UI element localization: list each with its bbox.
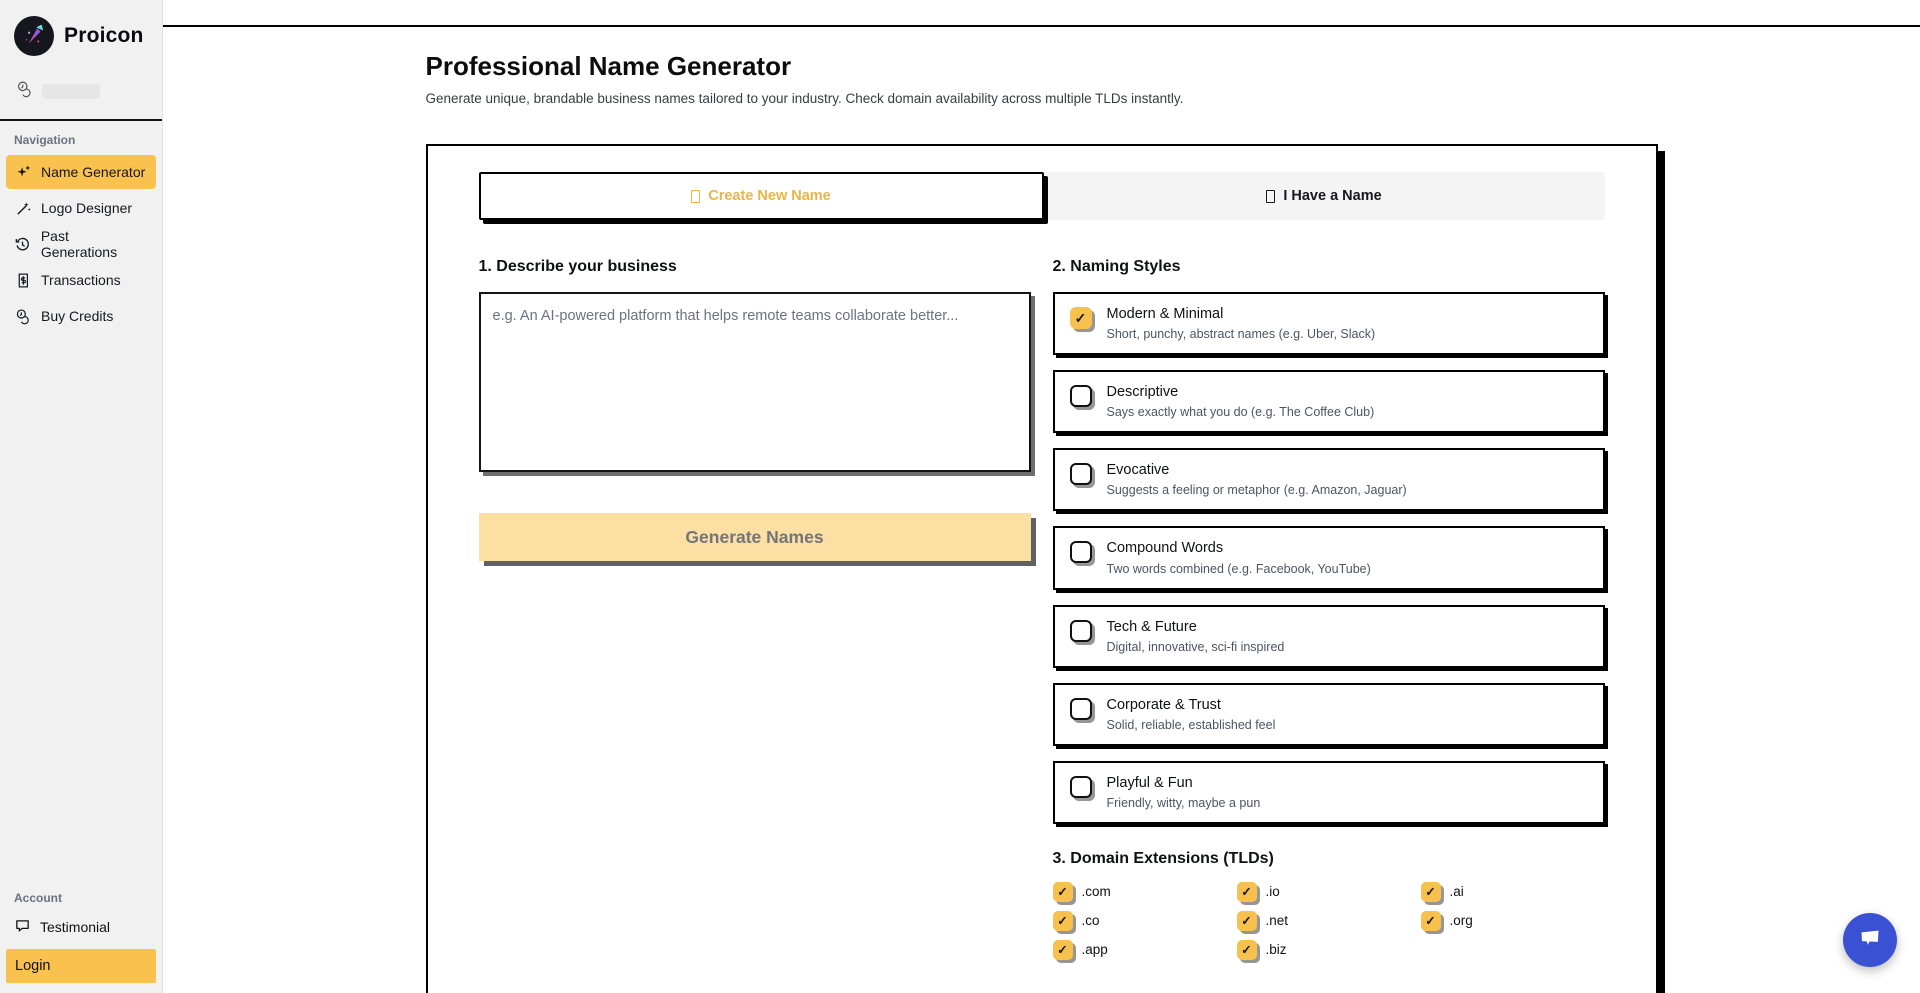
naming-style-text (1107, 774, 1261, 810)
naming-style-text (1107, 618, 1285, 654)
tld-label: .co (1081, 913, 1100, 929)
tld-label: .app (1081, 942, 1108, 958)
naming-style-description: Two words combined (e.g. Facebook, YouTube) (1106, 561, 1371, 576)
sidebar-item-label: Past Generations (40, 228, 118, 260)
naming-style-corporate-trust[interactable] (1053, 683, 1605, 746)
naming-style-title: Corporate & Trust (1106, 696, 1221, 713)
naming-style-description: Short, punchy, abstract names (e.g. Uber, Slack) (1106, 327, 1376, 342)
sidebar (0, 0, 163, 993)
tld-label: .org (1449, 913, 1473, 929)
receipt-icon (14, 272, 32, 289)
tld-option-biz[interactable] (1237, 940, 1421, 960)
checkbox-checked-icon[interactable]: ✓ (1421, 882, 1441, 902)
naming-style-text (1107, 539, 1371, 575)
content-scroller (163, 27, 1920, 993)
checkbox-unchecked-icon[interactable] (1070, 541, 1092, 563)
logo-icon (14, 16, 54, 56)
business-description-input[interactable] (479, 292, 1031, 472)
checkbox-checked-icon[interactable]: ✓ (1237, 882, 1257, 902)
naming-style-title: Modern & Minimal (1106, 306, 1224, 322)
tld-option-co[interactable] (1053, 911, 1237, 931)
main-area (163, 0, 1920, 993)
naming-style-description: Solid, reliable, established feel (1106, 717, 1276, 732)
placeholder-box-icon (1266, 190, 1275, 203)
naming-style-text (1107, 305, 1376, 341)
naming-style-text (1107, 696, 1276, 732)
tld-label: .ai (1449, 884, 1464, 900)
generator-card (426, 144, 1658, 993)
naming-style-description: Friendly, witty, maybe a pun (1106, 795, 1261, 810)
sidebar-item-label: Buy Credits (41, 308, 114, 324)
describe-column (479, 258, 1031, 960)
checkbox-unchecked-icon[interactable] (1070, 620, 1092, 642)
tld-option-com[interactable] (1053, 882, 1237, 902)
checkbox-checked-icon[interactable]: ✓ (1070, 307, 1092, 329)
nav-section-label: Navigation (14, 133, 76, 147)
checkbox-checked-icon[interactable]: ✓ (1053, 911, 1073, 931)
login-label: Login (15, 958, 51, 974)
chat-widget-button[interactable] (1843, 913, 1897, 967)
naming-style-description: Suggests a feeling or metaphor (e.g. Amazon, Jaguar) (1106, 483, 1407, 498)
sidebar-item-buy-credits[interactable] (6, 299, 156, 333)
credits-row (0, 66, 162, 119)
naming-style-list (1053, 292, 1605, 824)
generate-names-button[interactable]: Generate Names (479, 513, 1031, 561)
speech-bubble-icon (14, 917, 31, 937)
checkbox-checked-icon[interactable]: ✓ (1053, 940, 1073, 960)
tld-grid (1053, 882, 1605, 960)
tld-option-ai[interactable] (1421, 882, 1605, 902)
testimonial-label: Testimonial (40, 919, 111, 935)
checkbox-checked-icon[interactable]: ✓ (1421, 911, 1441, 931)
naming-style-text (1107, 461, 1407, 497)
tab-create-new-name[interactable] (479, 172, 1044, 220)
sidebar-item-label: Transactions (41, 272, 121, 288)
naming-style-title: Evocative (1106, 462, 1170, 479)
mode-tabs (479, 172, 1605, 220)
placeholder-box-icon (691, 190, 700, 203)
naming-style-tech-future[interactable] (1053, 605, 1605, 668)
tab-i-have-a-name[interactable] (1044, 172, 1605, 220)
login-button[interactable] (6, 949, 156, 983)
sidebar-item-label: Name Generator (41, 164, 146, 180)
tld-option-io[interactable] (1237, 882, 1421, 902)
tld-option-org[interactable] (1421, 911, 1605, 931)
sidebar-item-transactions[interactable] (6, 263, 156, 297)
sidebar-item-testimonial[interactable] (0, 911, 162, 943)
coins-icon (14, 308, 32, 325)
naming-style-description: Says exactly what you do (e.g. The Coffee Club) (1106, 405, 1375, 420)
styles-column (1053, 258, 1605, 960)
tab-label: I Have a Name (1283, 188, 1382, 204)
checkbox-checked-icon[interactable]: ✓ (1237, 940, 1257, 960)
naming-style-modern-minimal[interactable] (1053, 292, 1605, 355)
page-subtitle: Generate unique, brandable business names tailored to your industry. Check domain availability across multiple TLDs instantly. (425, 91, 1184, 106)
naming-style-description: Digital, innovative, sci-fi inspired (1106, 639, 1285, 654)
naming-style-descriptive[interactable] (1053, 370, 1605, 433)
app-name: Proicon (64, 24, 144, 47)
checkbox-unchecked-icon[interactable] (1070, 698, 1092, 720)
tab-label: Create New Name (708, 188, 831, 204)
chat-bubble-icon (1857, 925, 1883, 956)
naming-style-title: Tech & Future (1106, 618, 1197, 635)
tld-heading: 3. Domain Extensions (TLDs) (1052, 849, 1274, 867)
checkbox-unchecked-icon[interactable] (1070, 385, 1092, 407)
sparkles-icon (14, 164, 32, 181)
naming-style-compound-words[interactable] (1053, 526, 1605, 589)
tld-label: .biz (1265, 942, 1287, 958)
credits-loading-placeholder (42, 84, 100, 99)
coins-icon (16, 80, 34, 103)
describe-heading: 1. Describe your business (478, 258, 677, 275)
naming-style-evocative[interactable] (1053, 448, 1605, 511)
account-section-label: Account (14, 891, 62, 905)
sidebar-item-past-generations[interactable] (6, 227, 156, 261)
app-logo (0, 12, 162, 66)
checkbox-checked-icon[interactable]: ✓ (1237, 911, 1257, 931)
naming-style-title: Compound Words (1106, 540, 1224, 557)
sidebar-item-logo-designer[interactable] (6, 191, 156, 225)
checkbox-unchecked-icon[interactable] (1070, 463, 1092, 485)
tld-option-app[interactable] (1053, 940, 1237, 960)
sidebar-item-label: Logo Designer (41, 200, 133, 216)
sidebar-nav (0, 153, 162, 335)
tld-option-net[interactable] (1237, 911, 1421, 931)
tld-label: .io (1265, 884, 1280, 900)
checkbox-checked-icon[interactable]: ✓ (1053, 882, 1073, 902)
naming-style-title: Playful & Fun (1106, 774, 1193, 791)
naming-style-title: Descriptive (1106, 384, 1179, 401)
history-icon (14, 236, 32, 253)
naming-style-text (1107, 383, 1375, 419)
naming-styles-heading: 2. Naming Styles (1052, 258, 1181, 275)
checkbox-unchecked-icon[interactable] (1070, 776, 1092, 798)
sidebar-item-name-generator[interactable] (6, 155, 156, 189)
wand-icon (14, 200, 32, 217)
tld-label: .com (1081, 884, 1111, 900)
tld-label: .net (1265, 913, 1289, 929)
naming-style-playful-fun[interactable] (1053, 761, 1605, 824)
page-title: Professional Name Generator (425, 51, 792, 81)
top-header-bar (163, 0, 1920, 27)
